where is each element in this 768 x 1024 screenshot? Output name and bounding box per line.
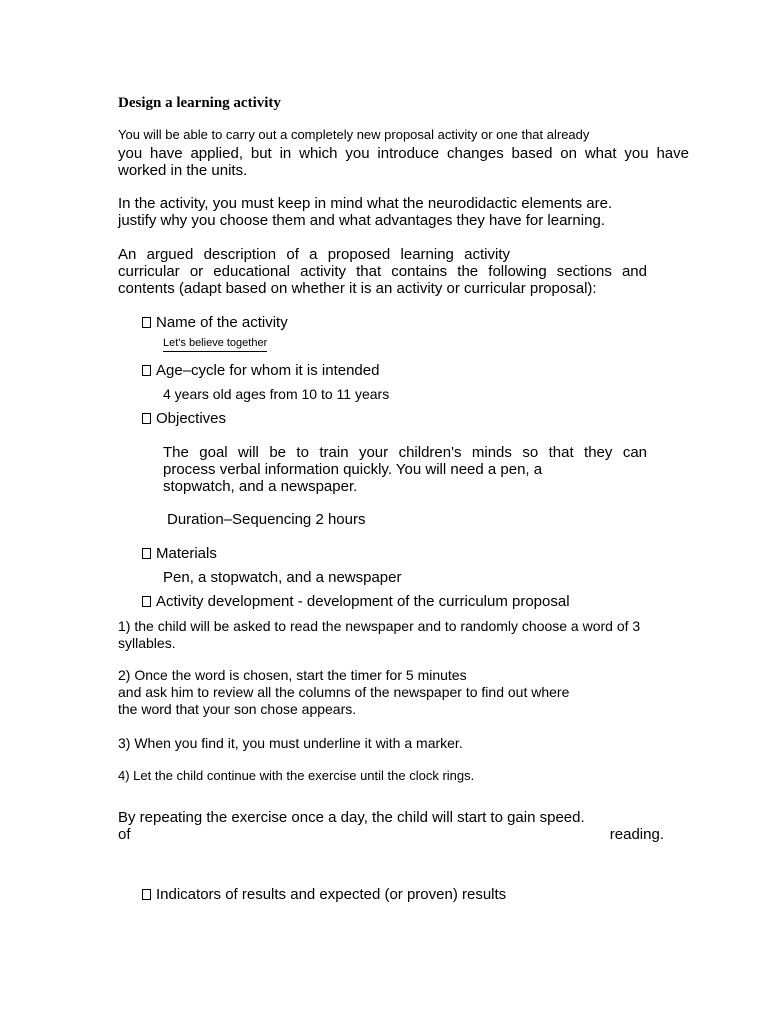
checkbox-icon: [142, 413, 151, 424]
materials-value: Pen, a stopwatch, and a newspaper: [163, 569, 402, 586]
step-1-line-2: syllables.: [118, 635, 176, 651]
objectives-line-1: The goal will be to train your children's minds so that they can: [163, 444, 647, 461]
step-1-line-1: 1) the child will be asked to read the newspaper and to randomly choose a word of 3: [118, 618, 641, 634]
age-value: 4 years old ages from 10 to 11 years: [163, 386, 390, 402]
indicators-label: Indicators of results and expected (or proven) results: [156, 886, 507, 903]
neuro-line-1: In the activity, you must keep in mind what the neurodidactic elements are.: [118, 195, 613, 212]
objectives-line-2: process verbal information quickly. You will need a pen, a: [163, 461, 543, 478]
neuro-line-2: justify why you choose them and what advantages they have for learning.: [118, 212, 605, 229]
closing-line-1: By repeating the exercise once a day, the child will start to gain speed.: [118, 809, 585, 826]
objectives-label: Objectives: [156, 410, 227, 427]
step-2-line-2: and ask him to review all the columns of the newspaper to find out where: [118, 684, 570, 700]
checkbox-icon: [142, 317, 151, 328]
indicators-item: [142, 887, 506, 902]
objectives-item: [142, 411, 226, 426]
step-2-line-1: 2) Once the word is chosen, start the timer for 5 minutes: [118, 667, 467, 683]
name-value: [163, 338, 267, 349]
argued-line-3: contents (adapt based on whether it is an activity or curricular proposal):: [118, 280, 597, 297]
intro-line-2: you have applied, but in which you introduce changes based on what you have: [118, 145, 689, 162]
closing-line-2: [118, 827, 664, 842]
step-4: 4) Let the child continue with the exercise until the clock rings.: [118, 768, 475, 783]
page-title: Design a learning activity: [118, 95, 281, 111]
checkbox-icon: [142, 889, 151, 900]
argued-line-2: curricular or educational activity that contains the following sections and: [118, 263, 647, 280]
duration: Duration–Sequencing 2 hours: [167, 511, 366, 528]
closing-line-2-left: of: [118, 826, 131, 843]
name-label: Name of the activity: [156, 314, 288, 331]
closing-line-2-right: reading.: [609, 826, 664, 843]
checkbox-icon: [142, 596, 151, 607]
materials-item: [142, 546, 217, 561]
step-2-line-3: the word that your son chose appears.: [118, 701, 357, 717]
name-item: [142, 315, 288, 330]
objectives-line-3: stopwatch, and a newspaper.: [163, 478, 358, 495]
development-label: Activity development - development of the curriculum proposal: [156, 593, 570, 610]
materials-label: Materials: [156, 545, 217, 562]
intro-line-1: You will be able to carry out a completely new proposal activity or one that already: [118, 127, 590, 142]
age-item: [142, 363, 379, 378]
intro-line-3: worked in the units.: [118, 162, 248, 179]
age-label: Age–cycle for whom it is intended: [156, 362, 380, 379]
development-item: [142, 594, 570, 609]
name-value-text: Let's believe together: [163, 337, 267, 352]
checkbox-icon: [142, 365, 151, 376]
argued-line-1: An argued description of a proposed learning activity: [118, 246, 510, 263]
step-3: 3) When you find it, you must underline it with a marker.: [118, 735, 463, 751]
checkbox-icon: [142, 548, 151, 559]
